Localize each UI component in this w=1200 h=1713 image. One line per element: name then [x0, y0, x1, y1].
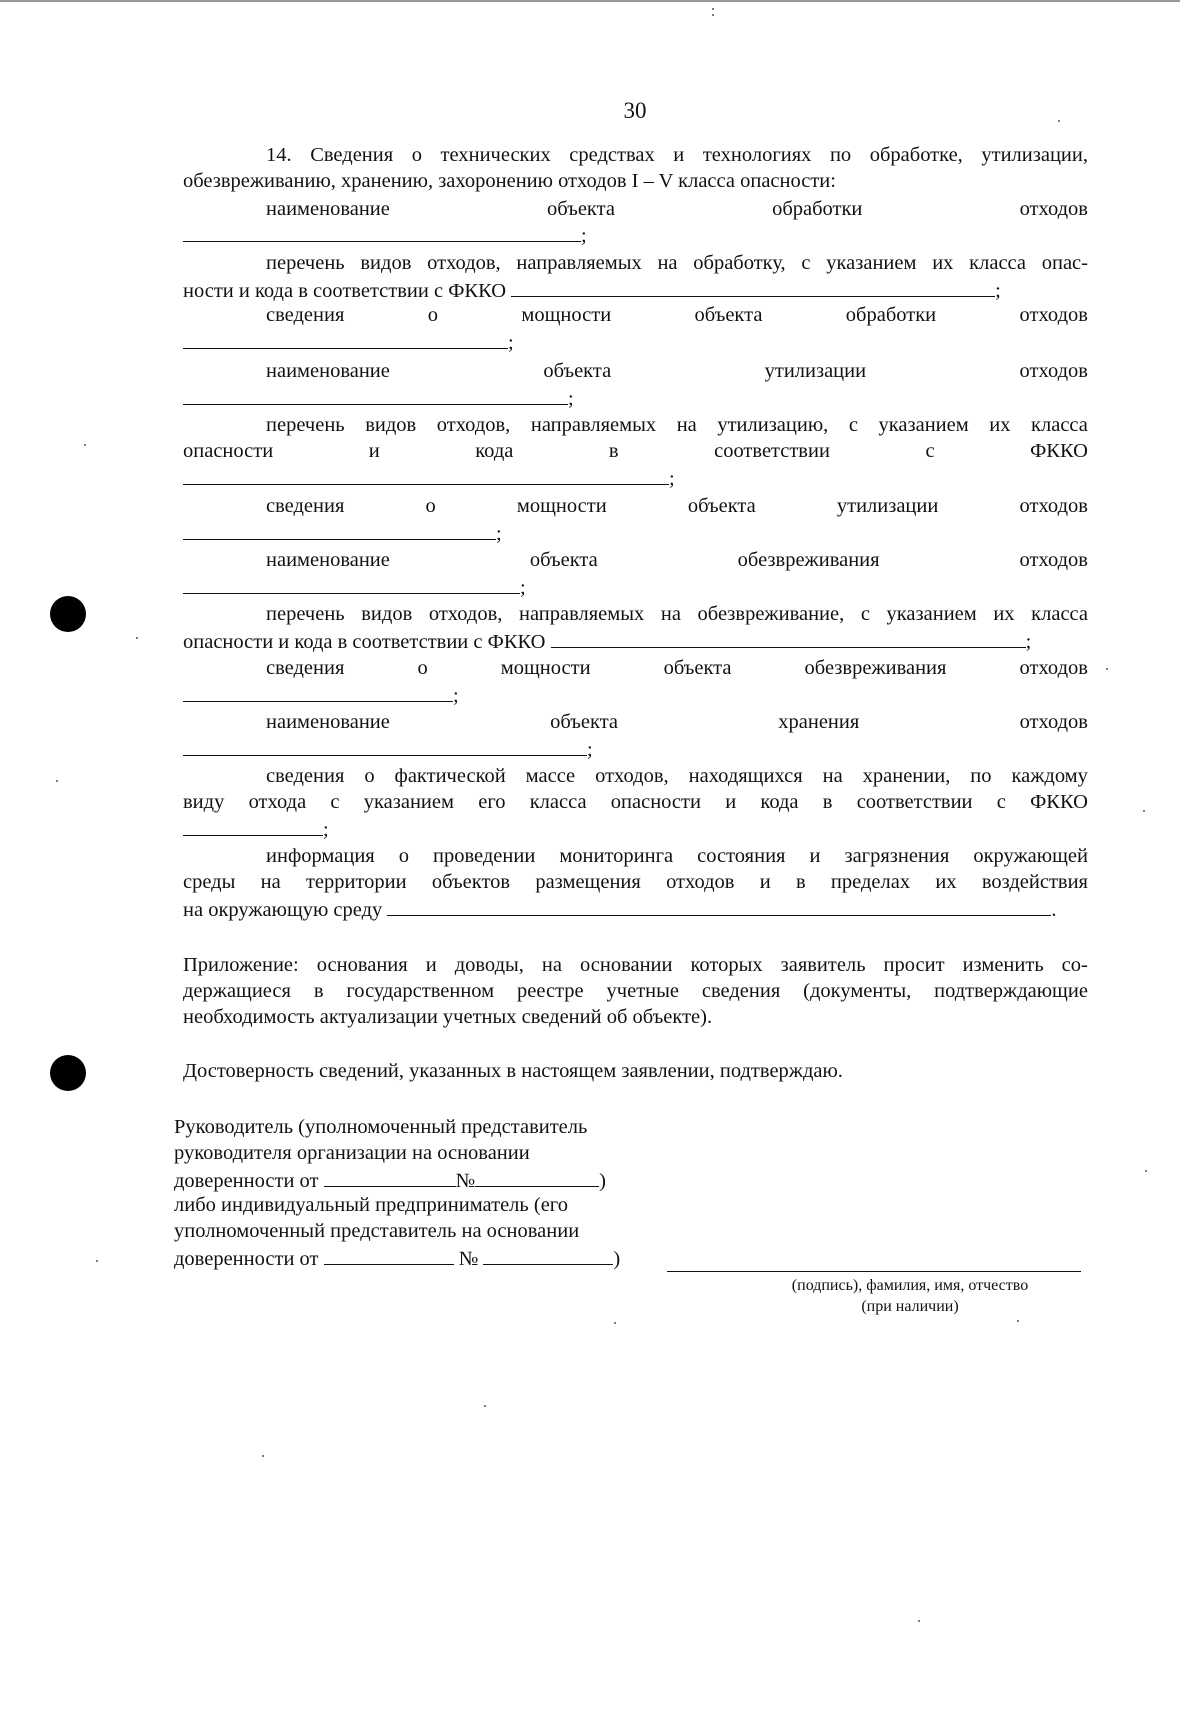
word: со-: [1061, 954, 1088, 976]
word: их: [935, 871, 957, 893]
word: объекта: [663, 657, 732, 679]
word: сведения: [266, 495, 345, 517]
word: объекта: [529, 549, 598, 571]
scan-speck: [1058, 120, 1060, 122]
word: с: [848, 414, 858, 436]
word: указанием: [878, 414, 969, 436]
word: объекта: [547, 198, 615, 220]
word: утилизацию,: [717, 414, 829, 436]
word: наименование: [266, 360, 390, 382]
punch-hole-lower: [50, 1055, 86, 1091]
word: отхода: [248, 791, 307, 813]
word: фактической: [394, 765, 506, 787]
word: о: [427, 304, 439, 326]
word: на: [822, 765, 843, 787]
word: сведения: [266, 765, 345, 787]
scan-speck: [484, 1405, 486, 1407]
word: опасности: [610, 791, 701, 813]
scan-top-edge: [0, 0, 1180, 2]
utilization-waste-list-field[interactable]: ;: [183, 464, 675, 492]
word: виду: [183, 791, 225, 813]
signatory-line1: Руководитель (уполномоченный представитель: [174, 1116, 588, 1138]
neutralization-capacity-line: [266, 655, 1088, 681]
word: Приложение:: [183, 954, 299, 976]
word: класса: [1031, 414, 1088, 436]
word: окружающей: [973, 845, 1088, 867]
word: отходов: [666, 871, 735, 893]
signatory-proxy-line1[interactable]: доверенности от № ): [174, 1166, 606, 1194]
word: реестре: [517, 980, 584, 1002]
word: состояния: [697, 845, 786, 867]
word: каждому: [1011, 765, 1088, 787]
word: обработки: [772, 198, 863, 220]
word: сведения: [266, 304, 345, 326]
signature-caption-line1: (подпись), фамилия, имя, отчество: [791, 1277, 1029, 1294]
word: наименование: [266, 198, 390, 220]
storage-object-name-field[interactable]: ;: [183, 735, 593, 763]
scan-speck: [1106, 668, 1108, 670]
word: массе: [525, 765, 576, 787]
word: учетные: [606, 980, 679, 1002]
word: (документы,: [803, 980, 912, 1002]
word: сведения: [701, 980, 781, 1002]
word: и: [725, 791, 737, 813]
word: направляемых: [530, 414, 657, 436]
scan-speck: [96, 1260, 98, 1262]
word: о: [425, 495, 436, 517]
word: в: [822, 791, 833, 813]
word: государственном: [346, 980, 495, 1002]
word: основании: [579, 954, 673, 976]
word: отходов: [1019, 495, 1088, 517]
scan-speck: [136, 637, 138, 639]
word: объекта: [543, 360, 612, 382]
word: ФККО: [1030, 791, 1088, 813]
word: отходов: [1019, 549, 1088, 571]
word: наименование: [266, 711, 390, 733]
utilization-capacity-line: [266, 493, 1088, 519]
appendix-line1: [183, 952, 1088, 978]
word: мониторинга: [559, 845, 674, 867]
word: объекта: [687, 495, 756, 517]
word: пределах: [830, 871, 911, 893]
word: отходов: [1019, 711, 1088, 733]
signatory-proxy-line2[interactable]: доверенности от № ): [174, 1244, 620, 1272]
word: соответствии: [856, 791, 973, 813]
word: которых: [690, 954, 763, 976]
word: на: [541, 954, 562, 976]
word: мощности: [521, 304, 612, 326]
word: объекта: [694, 304, 763, 326]
word: в: [608, 440, 619, 462]
storage-mass-line2: [183, 789, 1088, 815]
word: с: [330, 791, 340, 813]
neutralization-capacity-field[interactable]: ;: [183, 681, 459, 709]
word: отходов,: [436, 414, 511, 436]
word: и: [425, 954, 437, 976]
signatory-line5: уполномоченный представитель на основании: [174, 1220, 580, 1242]
neutralization-waste-list-line1: перечень видов отходов, направляемых на обезвреживание, с указанием их класса: [266, 603, 1088, 625]
word: в: [795, 871, 806, 893]
word: на: [260, 871, 281, 893]
processing-waste-list-line1: перечень видов отходов, направляемых на обработку, с указанием их класса опас-: [266, 252, 1088, 274]
processing-object-name-field[interactable]: ;: [183, 221, 587, 249]
signature-caption-line2: (при наличии): [861, 1298, 959, 1315]
word: объектов: [431, 871, 511, 893]
word: и: [368, 440, 380, 462]
word: обезвреживания: [804, 657, 947, 679]
word: отходов: [1019, 360, 1088, 382]
word: и: [759, 871, 771, 893]
word: мощности: [516, 495, 607, 517]
scan-speck: [262, 1455, 264, 1457]
word: хранении,: [862, 765, 951, 787]
word: класса: [529, 791, 587, 813]
word: отходов: [1019, 198, 1088, 220]
monitoring-line3[interactable]: на окружающую среду .: [183, 895, 1057, 923]
confirmation-statement: Достоверность сведений, указанных в настоящем заявлении, подтверждаю.: [183, 1060, 843, 1082]
scan-speck: [56, 780, 58, 782]
word: утилизации: [836, 495, 939, 517]
word: отходов: [1019, 304, 1088, 326]
word: отходов,: [595, 765, 669, 787]
word: о: [398, 845, 409, 867]
word: проведении: [433, 845, 536, 867]
signatory-line2: руководителя организации на основании: [174, 1142, 530, 1164]
storage-mass-line1: [266, 763, 1088, 789]
storage-mass-field[interactable]: ;: [183, 815, 329, 843]
utilization-object-name-line: [266, 358, 1088, 384]
signatory-line4: либо индивидуальный предприниматель (его: [174, 1194, 568, 1216]
scan-speck: [1143, 810, 1145, 812]
word: основания: [316, 954, 408, 976]
punch-hole-upper: [50, 596, 86, 632]
word: держащиеся: [183, 980, 291, 1002]
scan-speck: [712, 8, 714, 10]
word: заявитель: [780, 954, 866, 976]
word: изменить: [962, 954, 1044, 976]
word: кода: [760, 791, 799, 813]
word: доводы,: [454, 954, 524, 976]
scan-speck: [614, 1322, 616, 1324]
word: перечень: [266, 414, 345, 436]
word: обработки: [845, 304, 937, 326]
page-number: 30: [623, 98, 647, 123]
word: видов: [365, 414, 417, 436]
word: на: [676, 414, 697, 436]
word: о: [364, 765, 375, 787]
word: загрязнения: [844, 845, 950, 867]
monitoring-line1: [266, 843, 1088, 869]
neutralization-object-name-line: [266, 547, 1088, 573]
word: находящихся: [688, 765, 803, 787]
word: по: [970, 765, 992, 787]
section14-intro-line2: обезвреживанию, хранению, захоронению отходов I – V класса опасности:: [183, 170, 836, 192]
neutralization-waste-list-line2[interactable]: опасности и кода в соответствии с ФККО ;: [183, 627, 1031, 655]
word: с: [925, 440, 935, 462]
signature-line[interactable]: [667, 1271, 1081, 1272]
scan-speck: [84, 444, 86, 446]
word: сведения: [266, 657, 345, 679]
appendix-line3: необходимость актуализации учетных сведений об объекте).: [183, 1006, 713, 1028]
word: отходов: [1019, 657, 1088, 679]
word: их: [989, 414, 1011, 436]
word: соответствии: [714, 440, 830, 462]
word: его: [478, 791, 506, 813]
word: в: [313, 980, 324, 1002]
processing-capacity-line: [266, 302, 1088, 328]
utilization-waste-list-line2: [183, 438, 1088, 464]
scan-speck: [918, 1620, 920, 1622]
word: указанием: [363, 791, 454, 813]
scan-speck: [1145, 1170, 1147, 1172]
section14-intro-line1: 14. Сведения о технических средствах и технологиях по обработке, утилизации,: [266, 144, 1088, 166]
processing-capacity-field[interactable]: ;: [183, 328, 514, 356]
word: территории: [305, 871, 407, 893]
processing-waste-list-line2[interactable]: ности и кода в соответствии с ФККО ;: [183, 276, 1001, 304]
scan-speck: [712, 14, 714, 16]
word: с: [996, 791, 1006, 813]
utilization-waste-list-line1: [266, 412, 1088, 438]
word: обезвреживания: [737, 549, 880, 571]
word: опасности: [183, 440, 274, 462]
utilization-capacity-field[interactable]: ;: [183, 519, 502, 547]
word: просит: [883, 954, 945, 976]
word: подтверждающие: [934, 980, 1088, 1002]
word: размещения: [535, 871, 641, 893]
processing-object-name-line: [266, 196, 1088, 222]
word: мощности: [500, 657, 591, 679]
scan-speck: [1017, 1320, 1019, 1322]
word: хранения: [778, 711, 860, 733]
storage-object-name-line: [266, 709, 1088, 735]
neutralization-object-name-field[interactable]: ;: [183, 573, 526, 601]
word: воздействия: [981, 871, 1088, 893]
word: среды: [183, 871, 236, 893]
word: наименование: [266, 549, 390, 571]
word: информация: [266, 845, 375, 867]
word: объекта: [550, 711, 619, 733]
word: ФККО: [1030, 440, 1088, 462]
utilization-object-name-field[interactable]: ;: [183, 384, 574, 412]
appendix-line2: [183, 978, 1088, 1004]
word: утилизации: [764, 360, 867, 382]
word: о: [417, 657, 428, 679]
word: кода: [475, 440, 514, 462]
monitoring-line2: [183, 869, 1088, 895]
word: и: [809, 845, 821, 867]
